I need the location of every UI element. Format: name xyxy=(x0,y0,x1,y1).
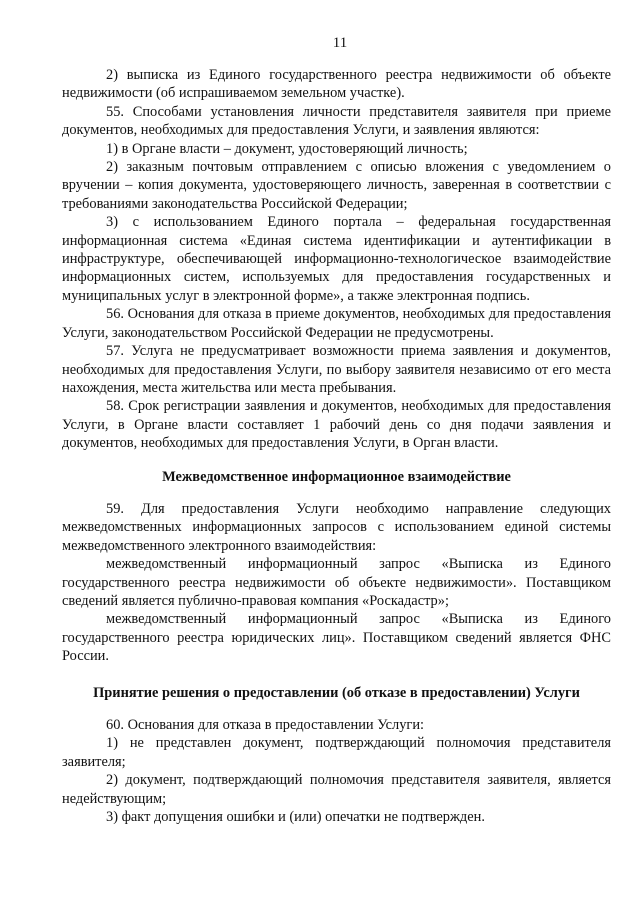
paragraph-55-item-1: 1) в Органе власти – документ, удостоверяющий личность; xyxy=(106,140,468,157)
paragraph-60-item-2: 2) документ, подтверждающий полномочия представителя заявителя, является недействующим; xyxy=(62,772,611,807)
paragraph-58: 58. Срок регистрации заявления и документов, необходимых для предоставления Услуги, в Органе власти составляет 1 рабочий день со дня подачи заявления и документов, необходимых для предоставления Услуги, в Орган власти. xyxy=(62,398,611,452)
paragraph-59-request-legal: межведомственный информационный запрос «Выписка из Единого государственного реестра юридических лиц». Поставщиком сведений является ФНС России. xyxy=(62,611,611,665)
paragraph-55-item-3: 3) с использованием Единого портала – федеральная государственная информационная система «Единая система идентификации и аутентификации в инфраструктуре, обеспечивающей информационно-технологическое взаимодействие информационных систем, используемых для предоставления государственных и муниципальных услуг в электронной форме», а также электронная подпись. xyxy=(62,214,611,304)
paragraph-59-request-realty: межведомственный информационный запрос «Выписка из Единого государственного реестра недвижимости об объекте недвижимости». Поставщиком сведений является публично-правовая компания «Роскадастр»; xyxy=(62,556,611,609)
page-number: 11 xyxy=(332,35,348,51)
paragraph-55-item-2: 2) заказным почтовым отправлением с описью вложения с уведомлением о вручении – копия документа, удостоверяющего личность, заверенная в соответствии с требованиями законодательства Российской Федерации; xyxy=(62,159,611,212)
paragraph-egrn-extract: 2) выписка из Единого государственного реестра недвижимости об объекте недвижимости (об испрашиваемом земельном участке). xyxy=(62,67,611,102)
paragraph-57: 57. Услуга не предусматривает возможности приема заявления и документов, необходимых для предоставления Услуги, по выбору заявителя независимо от его места нахождения, места жительства или места пребывания. xyxy=(62,343,611,396)
paragraph-59: 59. Для предоставления Услуги необходимо направление следующих межведомственных информационных запросов с использованием единой системы межведомственного электронного взаимодействия: xyxy=(62,500,611,554)
paragraph-60: 60. Основания для отказа в предоставлении Услуги: xyxy=(106,717,425,733)
section-heading-decision: Принятие решения о предоставлении (об отказе в предоставлении) Услуги xyxy=(93,684,580,701)
document-body xyxy=(62,66,611,826)
paragraph-55: 55. Способами установления личности представителя заявителя при приеме документов, необходимых для предоставления Услуги, и заявления являются: xyxy=(62,103,611,139)
section-heading-interagency: Межведомственное информационное взаимодействие xyxy=(162,468,511,485)
paragraph-60-item-3: 3) факт допущения ошибки и (или) опечатки не подтвержден. xyxy=(106,809,485,826)
paragraph-56: 56. Основания для отказа в приеме документов, необходимых для предоставления Услуги, законодательством Российской Федерации не предусмотрены. xyxy=(62,306,611,341)
paragraph-60-item-1: 1) не представлен документ, подтверждающий полномочия представителя заявителя; xyxy=(62,735,611,770)
